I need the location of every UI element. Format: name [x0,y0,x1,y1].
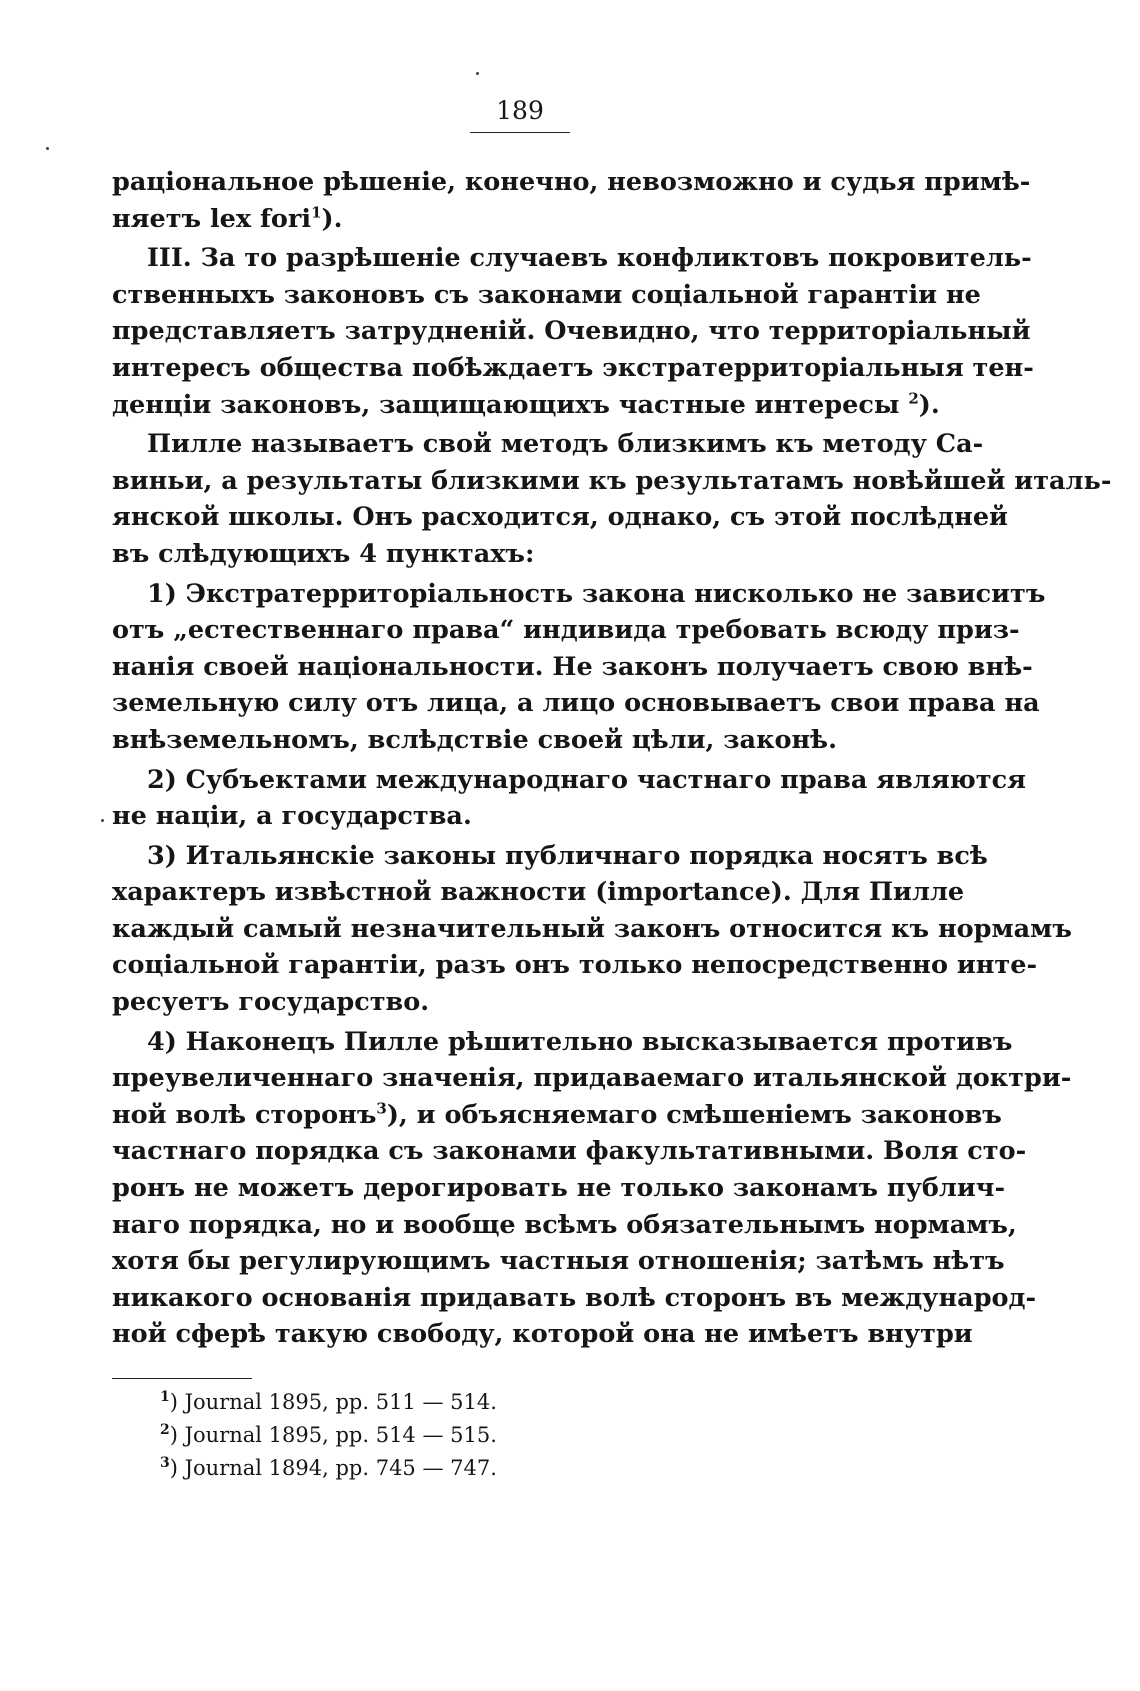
footnote-text: ) Journal 1895, pp. 511 — 514. [169,1390,497,1414]
text-line: ресуетъ государство. [112,987,430,1018]
text-line: 1) Экстратерриторіальность закона нисколько не зависитъ [147,578,1046,609]
text-line: ной волѣ сторонъ$^3$), и объясняемаго смѣшеніемъ законовъ [112,1099,1002,1130]
text-line: няетъ lex fori$^1$). [112,203,343,234]
text-line: представляетъ затрудненій. Очевидно, что территоріальный [112,316,1031,347]
text-line: характеръ извѣстной важности (importance). Для Пилле [112,877,965,908]
footnote-marker: 2 [160,1422,170,1438]
footnote-ref: 1 [311,203,322,222]
text-line: внѣземельномъ, вслѣдствіе своей цѣли, законѣ. [112,724,837,755]
text-line: 2) Субъектами международнаго частнаго права являются [147,764,1026,795]
footnote-text: ) Journal 1895, pp. 514 — 515. [169,1423,497,1447]
scan-speck [46,147,49,150]
text-line: ронъ не можетъ дерогировать не только законамъ публич- [112,1173,1006,1204]
text-line: ственныхъ законовъ съ законами соціальной гарантіи не [112,279,981,310]
text-line: интересъ общества побѣждаетъ экстратерриторіальныя тен- [112,352,1034,383]
text-line: преувеличеннаго значенія, придаваемаго итальянской доктри- [112,1063,1072,1094]
text-line: наго порядка, но и вообще всѣмъ обязательнымъ нормамъ, [112,1209,1017,1240]
page-number: 189 [496,96,544,125]
text-line: земельную силу отъ лица, а лицо основываетъ свои права на [112,688,1040,719]
text-line: нанія своей національности. Не законъ получаетъ свою внѣ- [112,651,1033,682]
footnote-rule [112,1378,252,1379]
text-line: раціональное рѣшеніе, конечно, невозможно и судья примѣ- [112,167,1031,197]
body-text [112,164,1112,1353]
footnote [160,1419,760,1452]
footnote-ref: 3 [376,1099,387,1118]
text-line: каждый самый незначительный законъ относится къ нормамъ [112,913,1072,944]
text-line: виньи, а результаты близкими къ результатамъ новѣйшей италь- [112,465,1112,496]
text-line: отъ „естественнаго права“ индивида требовать всюду приз- [112,615,1020,646]
scan-speck [101,819,104,822]
text-line: янской школы. Онъ расходится, однако, съ этой послѣдней [112,502,1008,533]
text-line: не націи, а государства. [112,801,472,832]
footnote [160,1386,760,1419]
footnote-text: ) Journal 1894, pp. 745 — 747. [169,1456,497,1480]
footnote [160,1452,760,1485]
text-line: денціи законовъ, защищающихъ частные интересы $^2$). [112,389,940,420]
footnote-ref: 2 [908,389,919,408]
text-line: никакого основанія придавать волѣ сторонъ въ международ- [112,1282,1037,1313]
text-line: III. За то разрѣшеніе случаевъ конфликтовъ покровитель- [147,243,1032,274]
footnotes [160,1386,760,1485]
text-line: 3) Итальянскіе законы публичнаго порядка носятъ всѣ [147,840,988,871]
text-line: Пилле называетъ свой методъ близкимъ къ методу Са- [147,429,984,460]
text-line: частнаго порядка съ законами факультативными. Воля сто- [112,1136,1027,1167]
page-number-rule [470,132,570,133]
text-line: соціальной гарантіи, разъ онъ только непосредственно инте- [112,950,1038,981]
text-line: хотя бы регулирующимъ частныя отношенія; затѣмъ нѣтъ [112,1246,1005,1277]
footnote-marker: 3 [160,1455,170,1471]
text-line: ной сферѣ такую свободу, которой она не имѣетъ внутри [112,1319,973,1350]
text-line: въ слѣдующихъ 4 пунктахъ: [112,538,535,569]
text-line: 4) Наконецъ Пилле рѣшительно высказывается противъ [147,1026,1013,1057]
scan-speck [476,72,479,75]
footnote-marker: 1 [160,1389,170,1405]
